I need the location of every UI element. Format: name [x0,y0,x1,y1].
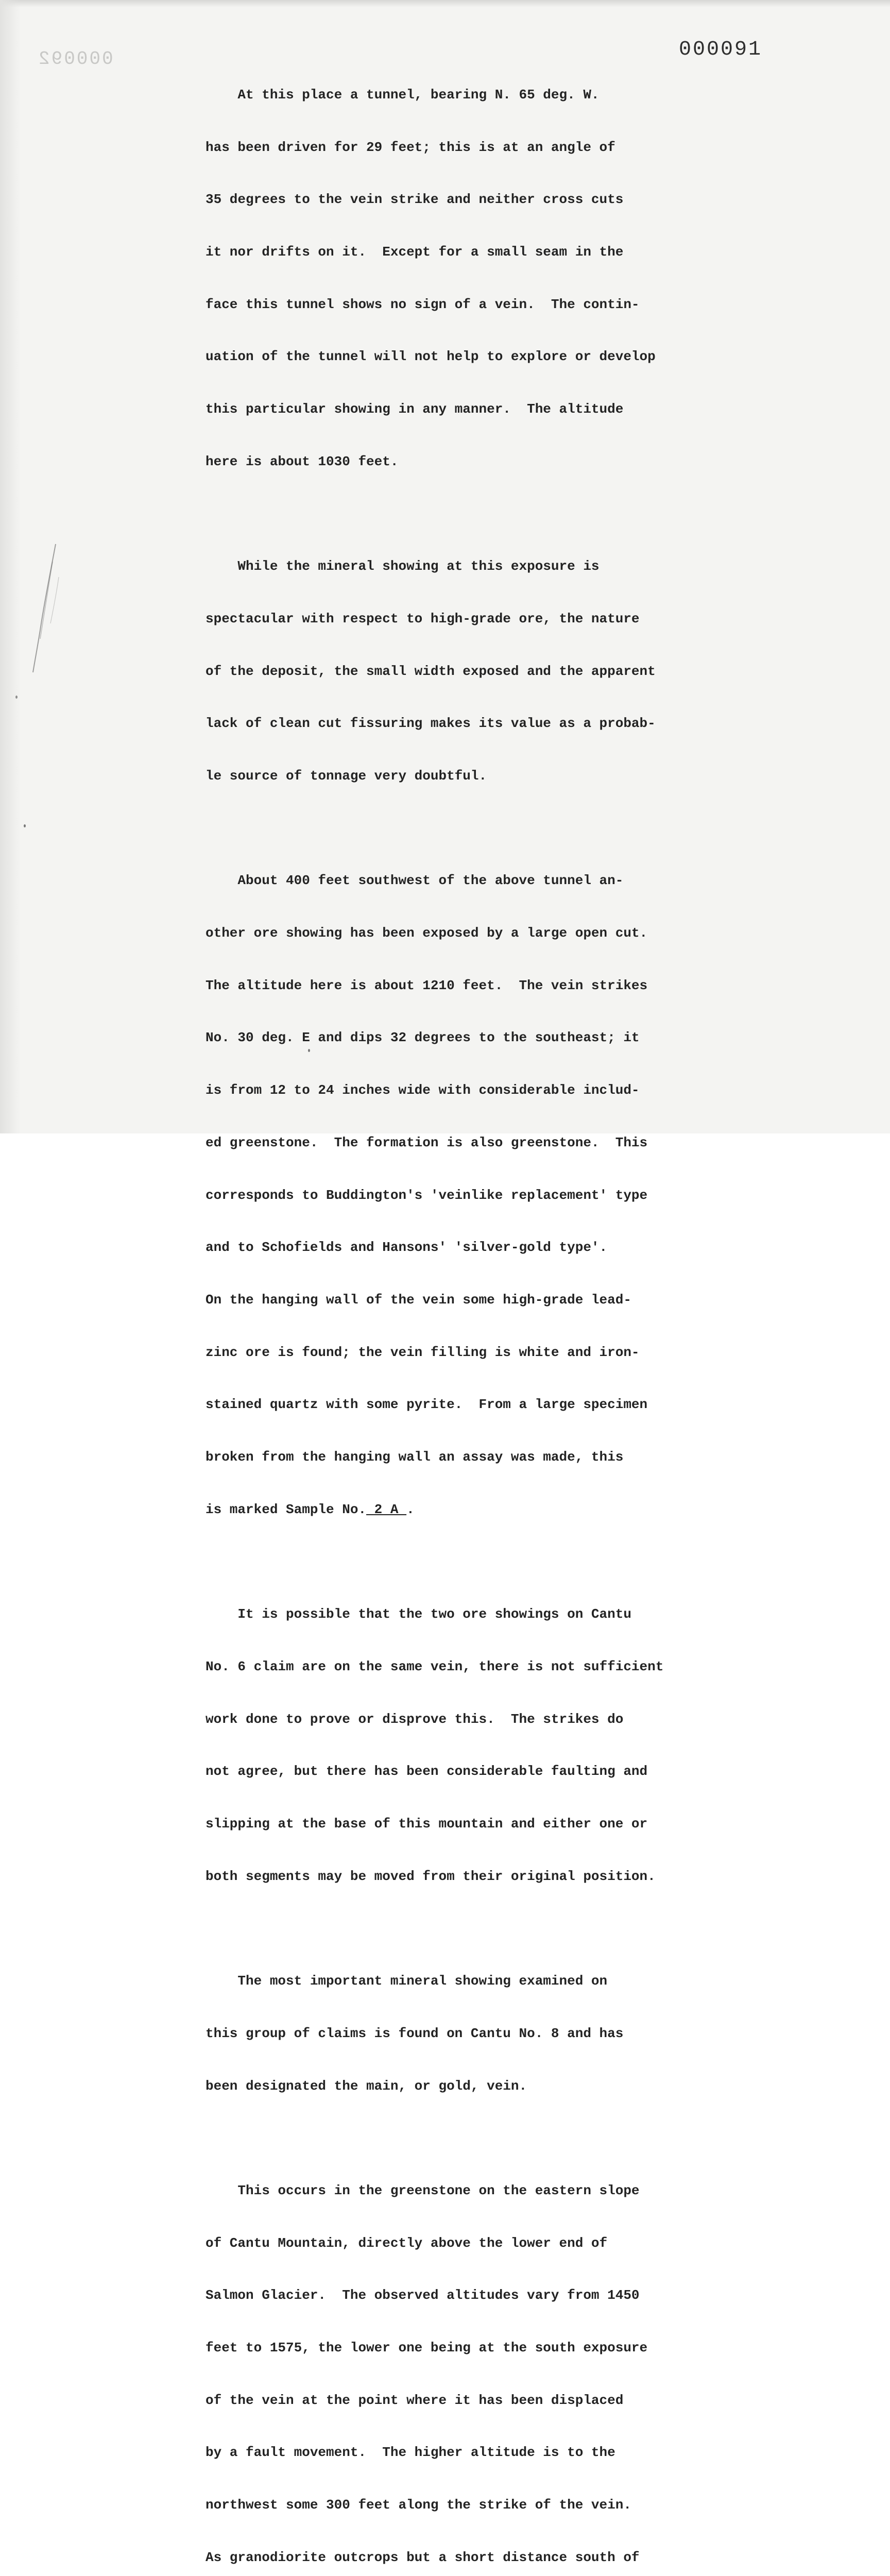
text-line: both segments may be moved from their original position. [206,1868,656,1884]
text-line: been designated the main, or gold, vein. [206,2078,527,2094]
paragraph-cantu-6 [206,1571,721,1920]
scan-speck [15,696,18,699]
text-line: The altitude here is about 1210 feet. The vein strikes [206,977,648,993]
sample-prefix: is marked Sample No. [206,1501,367,1517]
document-number: 000091 [679,38,763,61]
text-line: other ore showing has been exposed by a large open cut. [206,925,648,941]
margin-pencil-mark [26,541,67,675]
paragraph-open-cut [206,838,721,1554]
sample-id: 2 A [366,1501,407,1517]
text-line: by a fault movement. The higher altitude is to the [206,2445,615,2461]
text-line: slipping at the base of this mountain and either one or [206,1816,648,1832]
body-text [206,52,721,2576]
text-line: this group of claims is found on Cantu No. 8 and has [206,2025,624,2041]
text-line: of the deposit, the small width exposed and the apparent [206,663,656,679]
text-line: It is possible that the two ore showings on Cantu [206,1606,631,1622]
text-line: le source of tonnage very doubtful. [206,768,487,784]
text-line: No. 6 claim are on the same vein, there is not sufficient [206,1658,664,1674]
paragraph-main-vein [206,1938,721,2130]
text-line: ed greenstone. The formation is also greenstone. This [206,1134,648,1150]
text-line: spectacular with respect to high-grade ore, the nature [206,611,640,626]
text-line: lack of clean cut fissuring makes its value as a probab- [206,716,656,732]
paragraph-mineral-showing [206,523,721,820]
sample-line [206,1501,721,1519]
scan-speck [24,824,26,827]
text-line: About 400 feet southwest of the above tunnel an- [206,873,624,889]
text-line: feet to 1575, the lower one being at the south exposure [206,2340,648,2356]
text-line: 35 degrees to the vein strike and neither cross cuts [206,192,624,208]
text-line: While the mineral showing at this exposure is [206,558,600,574]
text-line: This occurs in the greenstone on the eastern slope [206,2182,640,2198]
text-line: stained quartz with some pyrite. From a large specimen [206,1397,648,1413]
sample-suffix: . [406,1501,415,1517]
text-line: As granodiorite outcrops but a short distance south of [206,2549,640,2565]
text-line: broken from the hanging wall an assay was made, this [206,1449,624,1465]
text-line: it nor drifts on it. Except for a small seam in the [206,244,624,260]
text-line: of the vein at the point where it has been displaced [206,2392,624,2408]
text-line: face this tunnel shows no sign of a vein. The contin- [206,296,640,312]
text-line: Salmon Glacier. The observed altitudes vary from 1450 [206,2287,640,2303]
text-line: this particular showing in any manner. The altitude [206,401,624,417]
text-line: and to Schofields and Hansons' 'silver-gold type'. [206,1240,608,1256]
text-line: On the hanging wall of the vein some high-grade lead- [206,1292,631,1308]
text-line: here is about 1030 feet. [206,453,399,469]
paragraph-greenstone [206,2147,721,2576]
text-line: No. 30 deg. E and dips 32 degrees to the southeast; it [206,1030,640,1046]
paragraph-tunnel [206,52,721,505]
text-line: has been driven for 29 feet; this is at an angle of [206,139,615,155]
bleed-through-page-number: 000092 [37,48,113,70]
text-line: uation of the tunnel will not help to explore or develop [206,349,656,365]
text-line: is from 12 to 24 inches wide with considerable includ- [206,1082,640,1098]
text-line: of Cantu Mountain, directly above the lower end of [206,2235,608,2251]
text-line: The most important mineral showing examined on [206,1973,608,1989]
text-line: corresponds to Buddington's 'veinlike replacement' type [206,1187,648,1203]
text-line: northwest some 300 feet along the strike of the vein. [206,2497,631,2513]
text-line: zinc ore is found; the vein filling is white and iron- [206,1344,640,1360]
text-line: At this place a tunnel, bearing N. 65 deg. W. [206,87,600,103]
text-line: not agree, but there has been considerable faulting and [206,1764,648,1780]
text-line: work done to prove or disprove this. The strikes do [206,1711,624,1727]
